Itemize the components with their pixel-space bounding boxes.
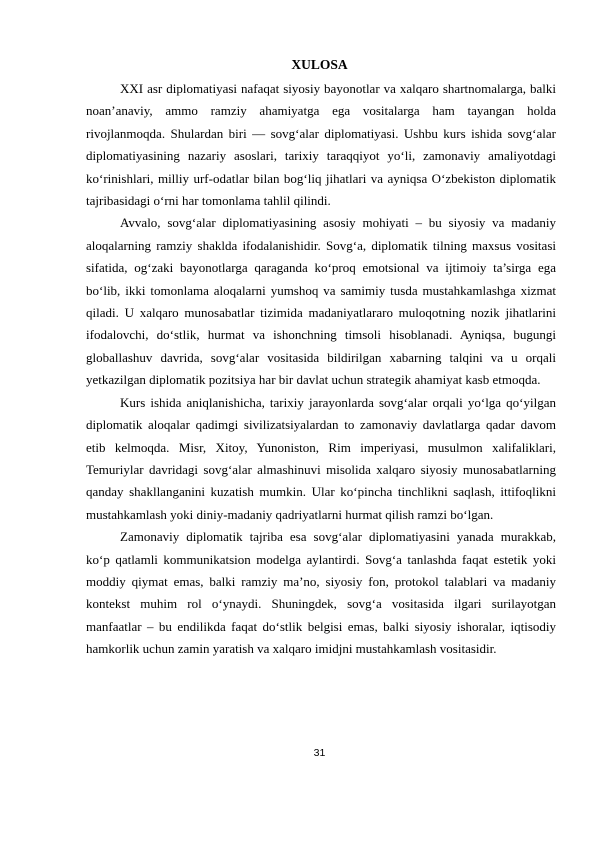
page-number: 31	[313, 747, 326, 759]
paragraph: Kurs ishida aniqlanishicha, tarixiy jarayonlarda sovg‘alar orqali yo‘lga qo‘yilgan diplomatik aloqalar qadimgi sivilizatsiyalardan to zamonaviy davlatlarga qadar davom etib kelmoqda. Misr, Xitoy, Yunoniston, Rim imperiyasi, musulmon xalifaliklari, Temuriylar davridagi sovg‘alar almashinuvi misolida xalqaro siyosiy munosabatlarning qanday shakllanganini kuzatish mumkin. Ular ko‘pincha tinchlikni saqlash, ittifoqlikni mustahkamlash yoki diniy-madaniy qadriyatlarni hurmat qilish ramzi bo‘lgan.	[86, 394, 556, 522]
body-text	[86, 78, 556, 661]
paragraph: Zamonaviy diplomatik tajriba esa sovg‘alar diplomatiyasini yanada murakkab, ko‘p qatlamli kommunikatsion modelga aylantirdi. Sovg‘a tanlashda faqat estetik yoki moddiy qiymat emas, balki ramziy ma’no, siyosiy fon, protokol talablari va madaniy kontekst muhim rol o‘ynaydi. Shuningdek, sovg‘a vositasida ilgari surilayotgan manfaatlar – bu endilikda faqat do‘stlik belgisi emas, balki siyosiy ishoralar, iqtisodiy hamkorlik uchun zamin yaratish va xalqaro imidjni mustahkamlash vositasidir.	[86, 529, 556, 657]
paragraph: XXI asr diplomatiyasi nafaqat siyosiy bayonotlar va xalqaro shartnomalarga, balki noan’anaviy, ammo ramziy ahamiyatga ega vositalarga ham tayangan holda rivojlanmoqda. Shulardan biri — sovg‘alar diplomatiyasi. Ushbu kurs ishida sovg‘alar diplomatiyasining nazariy asoslari, tarixiy taraqqiyot yo‘li, zamonaviy amaliyotdagi ko‘rinishlari, milliy urf-odatlar bilan bog‘liq jihatlari va ayniqsa O‘zbekiston diplomatik tajribasidagi o‘rni har tomonlama tahlil qilindi.	[86, 81, 556, 209]
section-title: XULOSA	[291, 57, 348, 72]
paragraph: Avvalo, sovg‘alar diplomatiyasining asosiy mohiyati – bu siyosiy va madaniy aloqalarning ramziy shaklda ifodalanishidir. Sovg‘a, diplomatik tilning maxsus vositasi sifatida, og‘zaki bayonotlarga qaraganda ko‘proq emotsional va ijtimoiy ta’sirga ega bo‘lib, ikki tomonlama aloqalarni yumshoq va samimiy tusda mustahkamlashga xizmat qiladi. U xalqaro munosabatlar tizimida madaniyatlararo muloqotning nozik jihatlarini ifodalovchi, do‘stlik, hurmat va ishonchning timsoli hisoblanadi. Ayniqsa, bugungi globallashuv davrida, sovg‘alar vositasida bildirilgan xabarning talqini va u orqali yetkazilgan diplomatik pozitsiya har bir davlat uchun strategik ahamiyat kasb etmoqda.	[86, 215, 556, 388]
